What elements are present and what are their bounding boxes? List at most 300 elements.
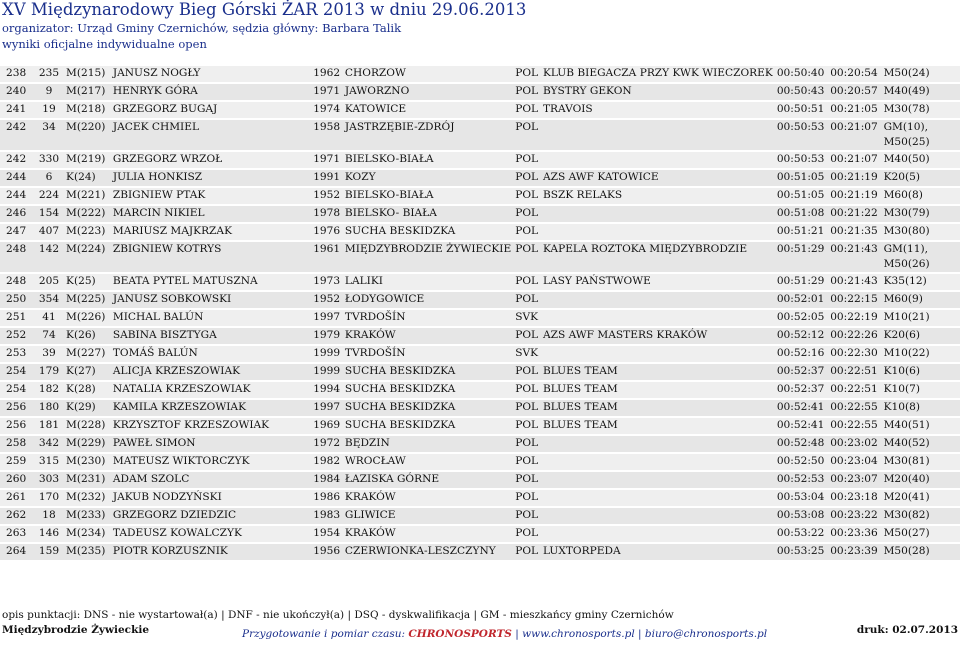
city-cell: ŁODYGOWICE (343, 292, 513, 308)
bib-cell: 159 (34, 544, 64, 560)
age-class-label: K10(6) (883, 365, 920, 377)
runner-name-cell: MICHAL BALÚN (111, 310, 311, 326)
finish-time-cell: 00:53:04 (775, 490, 828, 506)
age-class-label: M10(22) (883, 347, 930, 359)
bib-cell: 39 (34, 346, 64, 362)
birth-year-cell: 1973 (311, 274, 343, 290)
city-cell: MIĘDZYBRODZIE ŻYWIECKIE (343, 242, 513, 272)
finish-time-cell: 00:50:51 (775, 102, 828, 118)
age-class-label: K35(12) (883, 275, 927, 287)
place-cell: 242 (0, 152, 34, 168)
club-cell (541, 310, 775, 326)
birth-year-cell: 1962 (311, 66, 343, 82)
time-gap-cell: 00:23:18 (828, 490, 881, 506)
club-cell (541, 292, 775, 308)
nationality-cell: POL (513, 364, 541, 380)
nationality-cell: POL (513, 242, 541, 272)
category-rank-cell: K(24) (64, 170, 111, 186)
time-gap-cell: 00:22:51 (828, 382, 881, 398)
club-cell (541, 508, 775, 524)
finish-time-cell: 00:53:22 (775, 526, 828, 542)
city-cell: KRAKÓW (343, 526, 513, 542)
table-row (0, 346, 960, 362)
birth-year-cell: 1961 (311, 242, 343, 272)
city-cell: KRAKÓW (343, 490, 513, 506)
bib-cell: 342 (34, 436, 64, 452)
results-subtitle: wyniki oficjalne indywidualne open (2, 37, 207, 51)
birth-year-cell: 1958 (311, 120, 343, 150)
birth-year-cell: 1952 (311, 188, 343, 204)
time-gap-cell: 00:21:22 (828, 206, 881, 222)
category-rank-cell: K(25) (64, 274, 111, 290)
time-gap-cell: 00:21:05 (828, 102, 881, 118)
nationality-cell: POL (513, 400, 541, 416)
place-cell: 250 (0, 292, 34, 308)
nationality-cell: SVK (513, 346, 541, 362)
runner-name-cell: JANUSZ SOBKOWSKI (111, 292, 311, 308)
finish-time-cell: 00:52:41 (775, 418, 828, 434)
nationality-cell: POL (513, 188, 541, 204)
birth-year-cell: 1978 (311, 206, 343, 222)
age-class-cell (882, 310, 960, 326)
category-rank-cell: M(230) (64, 454, 111, 470)
nationality-cell: POL (513, 382, 541, 398)
category-rank-cell: K(27) (64, 364, 111, 380)
finish-time-cell: 00:50:53 (775, 152, 828, 168)
birth-year-cell: 1979 (311, 328, 343, 344)
city-cell: CZERWIONKA-LESZCZYNY (343, 544, 513, 560)
runner-name-cell: JANUSZ NOGŁY (111, 66, 311, 82)
bib-cell: 181 (34, 418, 64, 434)
age-class-label: M50(25) (883, 136, 930, 148)
nationality-cell: POL (513, 152, 541, 168)
nationality-cell: POL (513, 436, 541, 452)
age-class-cell (882, 188, 960, 204)
nationality-cell: POL (513, 418, 541, 434)
finish-time-cell: 00:52:53 (775, 472, 828, 488)
category-rank-cell: M(220) (64, 120, 111, 150)
birth-year-cell: 1952 (311, 292, 343, 308)
timing-brand: CHRONOSPORTS (408, 628, 512, 640)
runner-name-cell: GRZEGORZ WRZOŁ (111, 152, 311, 168)
category-rank-cell: M(222) (64, 206, 111, 222)
bib-cell: 179 (34, 364, 64, 380)
birth-year-cell: 1991 (311, 170, 343, 186)
age-class-cell (882, 274, 960, 290)
place-cell: 240 (0, 84, 34, 100)
age-class-label: M20(41) (883, 491, 930, 503)
club-cell (541, 490, 775, 506)
time-gap-cell: 00:23:39 (828, 544, 881, 560)
time-gap-cell: 00:21:19 (828, 170, 881, 186)
age-class-label: M50(28) (883, 545, 930, 557)
print-date: druk: 02.07.2013 (856, 624, 958, 636)
age-class-label: K20(5) (883, 171, 920, 183)
birth-year-cell: 1956 (311, 544, 343, 560)
city-cell: TVRDOŠÍN (343, 346, 513, 362)
place-cell: 241 (0, 102, 34, 118)
timing-contact: | www.chronosports.pl | biuro@chronosports.pl (511, 628, 768, 640)
club-cell: BYSTRY GEKON (541, 84, 775, 100)
bib-cell: 315 (34, 454, 64, 470)
club-cell: AZS AWF KATOWICE (541, 170, 775, 186)
place-cell: 242 (0, 120, 34, 150)
city-cell: BIELSKO- BIAŁA (343, 206, 513, 222)
club-cell: BLUES TEAM (541, 400, 775, 416)
category-rank-cell: K(28) (64, 382, 111, 398)
club-cell: LUXTORPEDA (541, 544, 775, 560)
bib-cell: 19 (34, 102, 64, 118)
club-cell: BLUES TEAM (541, 364, 775, 380)
table-row (0, 526, 960, 542)
age-class-label: M40(52) (883, 437, 930, 449)
place-cell: 254 (0, 382, 34, 398)
runner-name-cell: KRZYSZTOF KRZESZOWIAK (111, 418, 311, 434)
city-cell: TVRDOŠÍN (343, 310, 513, 326)
finish-time-cell: 00:52:01 (775, 292, 828, 308)
category-rank-cell: M(217) (64, 84, 111, 100)
age-class-cell (882, 526, 960, 542)
organizer-line: organizator: Urząd Gminy Czernichów, sędzia główny: Barbara Talik (2, 21, 402, 35)
age-class-cell (882, 346, 960, 362)
age-class-cell (882, 418, 960, 434)
time-gap-cell: 00:20:54 (828, 66, 881, 82)
bib-cell: 18 (34, 508, 64, 524)
age-class-label: M30(78) (883, 103, 930, 115)
club-cell (541, 436, 775, 452)
age-class-cell (882, 400, 960, 416)
time-gap-cell: 00:22:19 (828, 310, 881, 326)
club-cell: LASY PAŃSTWOWE (541, 274, 775, 290)
category-rank-cell: M(219) (64, 152, 111, 168)
category-rank-cell: M(223) (64, 224, 111, 240)
birth-year-cell: 1976 (311, 224, 343, 240)
nationality-cell: POL (513, 206, 541, 222)
city-cell: LALIKI (343, 274, 513, 290)
time-gap-cell: 00:22:26 (828, 328, 881, 344)
club-cell: BLUES TEAM (541, 418, 775, 434)
age-class-label: M50(27) (883, 527, 930, 539)
nationality-cell: POL (513, 292, 541, 308)
category-rank-cell: M(228) (64, 418, 111, 434)
place-cell: 246 (0, 206, 34, 222)
runner-name-cell: ALICJA KRZESZOWIAK (111, 364, 311, 380)
finish-time-cell: 00:52:16 (775, 346, 828, 362)
bib-cell: 9 (34, 84, 64, 100)
runner-name-cell: PIOTR KORZUSZNIK (111, 544, 311, 560)
table-row (0, 490, 960, 506)
nationality-cell: POL (513, 472, 541, 488)
place-cell: 264 (0, 544, 34, 560)
finish-time-cell: 00:52:12 (775, 328, 828, 344)
nationality-cell: POL (513, 454, 541, 470)
club-cell (541, 526, 775, 542)
finish-time-cell: 00:50:53 (775, 120, 828, 150)
city-cell: BĘDZIN (343, 436, 513, 452)
age-class-label: M60(8) (883, 189, 923, 201)
event-title: XV Międzynarodowy Bieg Górski ŻAR 2013 w dniu 29.06.2013 (2, 0, 527, 19)
club-cell: BLUES TEAM (541, 382, 775, 398)
category-rank-cell: M(229) (64, 436, 111, 452)
runner-name-cell: ZBIGNIEW KOTRYS (111, 242, 311, 272)
table-row (0, 454, 960, 470)
age-class-label: M30(79) (883, 207, 930, 219)
runner-name-cell: GRZEGORZ BUGAJ (111, 102, 311, 118)
place-cell: 248 (0, 242, 34, 272)
age-class-label: M10(21) (883, 311, 930, 323)
age-class-label: K20(6) (883, 329, 920, 341)
city-cell: BIELSKO-BIAŁA (343, 188, 513, 204)
city-cell: CHORZOW (343, 66, 513, 82)
bib-cell: 6 (34, 170, 64, 186)
runner-name-cell: JULIA HONKISZ (111, 170, 311, 186)
nationality-cell: SVK (513, 310, 541, 326)
category-rank-cell: K(26) (64, 328, 111, 344)
place-cell: 253 (0, 346, 34, 362)
table-row (0, 382, 960, 398)
time-gap-cell: 00:23:22 (828, 508, 881, 524)
age-class-cell (882, 472, 960, 488)
city-cell: SUCHA BESKIDZKA (343, 418, 513, 434)
runner-name-cell: JAKUB NODZYŃSKI (111, 490, 311, 506)
age-class-label: M20(40) (883, 473, 930, 485)
category-rank-cell: M(227) (64, 346, 111, 362)
bib-cell: 235 (34, 66, 64, 82)
birth-year-cell: 1986 (311, 490, 343, 506)
age-class-label: GM(10), (883, 121, 928, 133)
runner-name-cell: SABINA BISZTYGA (111, 328, 311, 344)
place-cell: 259 (0, 454, 34, 470)
age-class-label: M40(51) (883, 419, 930, 431)
time-gap-cell: 00:22:55 (828, 418, 881, 434)
time-gap-cell: 00:23:36 (828, 526, 881, 542)
table-row (0, 292, 960, 308)
bib-cell: 170 (34, 490, 64, 506)
age-class-cell (882, 120, 960, 150)
finish-time-cell: 00:50:40 (775, 66, 828, 82)
finish-time-cell: 00:53:08 (775, 508, 828, 524)
time-gap-cell: 00:21:19 (828, 188, 881, 204)
club-cell: KAPELA ROZTOKA MIĘDZYBRODZIE (541, 242, 775, 272)
age-class-cell (882, 454, 960, 470)
city-cell: JASTRZĘBIE-ZDRÓJ (343, 120, 513, 150)
age-class-label: M40(50) (883, 153, 930, 165)
nationality-cell: POL (513, 526, 541, 542)
city-cell: ŁAZISKA GÓRNE (343, 472, 513, 488)
table-row (0, 328, 960, 344)
place-cell: 263 (0, 526, 34, 542)
age-class-cell (882, 490, 960, 506)
bib-cell: 180 (34, 400, 64, 416)
club-cell: BSZK RELAKS (541, 188, 775, 204)
table-row (0, 66, 960, 82)
runner-name-cell: ADAM SZOLC (111, 472, 311, 488)
age-class-cell (882, 508, 960, 524)
bib-cell: 224 (34, 188, 64, 204)
city-cell: GLIWICE (343, 508, 513, 524)
club-cell (541, 346, 775, 362)
table-row (0, 544, 960, 560)
age-class-cell (882, 102, 960, 118)
city-cell: BIELSKO-BIAŁA (343, 152, 513, 168)
place-cell: 254 (0, 364, 34, 380)
table-row (0, 84, 960, 100)
results-table (0, 64, 960, 562)
age-class-cell (882, 242, 960, 272)
finish-time-cell: 00:51:05 (775, 170, 828, 186)
age-class-label: M30(82) (883, 509, 930, 521)
age-class-cell (882, 364, 960, 380)
bib-cell: 205 (34, 274, 64, 290)
place-cell: 258 (0, 436, 34, 452)
category-rank-cell: M(225) (64, 292, 111, 308)
club-cell (541, 206, 775, 222)
table-row (0, 188, 960, 204)
time-gap-cell: 00:23:02 (828, 436, 881, 452)
finish-time-cell: 00:53:25 (775, 544, 828, 560)
city-cell: SUCHA BESKIDZKA (343, 382, 513, 398)
birth-year-cell: 1999 (311, 346, 343, 362)
finish-time-cell: 00:50:43 (775, 84, 828, 100)
table-row (0, 418, 960, 434)
table-row (0, 400, 960, 416)
event-location: Międzybrodzie Żywieckie (2, 624, 150, 636)
table-row (0, 170, 960, 186)
time-gap-cell: 00:22:30 (828, 346, 881, 362)
birth-year-cell: 1983 (311, 508, 343, 524)
nationality-cell: POL (513, 102, 541, 118)
nationality-cell: POL (513, 274, 541, 290)
place-cell: 261 (0, 490, 34, 506)
bib-cell: 330 (34, 152, 64, 168)
table-row (0, 152, 960, 168)
runner-name-cell: HENRYK GÓRA (111, 84, 311, 100)
category-rank-cell: M(215) (64, 66, 111, 82)
birth-year-cell: 1994 (311, 382, 343, 398)
runner-name-cell: PAWEŁ SIMON (111, 436, 311, 452)
finish-time-cell: 00:51:05 (775, 188, 828, 204)
birth-year-cell: 1971 (311, 84, 343, 100)
time-gap-cell: 00:20:57 (828, 84, 881, 100)
category-rank-cell: M(231) (64, 472, 111, 488)
category-rank-cell: M(226) (64, 310, 111, 326)
bib-cell: 154 (34, 206, 64, 222)
club-cell: TRAVOIS (541, 102, 775, 118)
bib-cell: 74 (34, 328, 64, 344)
nationality-cell: POL (513, 66, 541, 82)
category-rank-cell: K(29) (64, 400, 111, 416)
time-gap-cell: 00:22:51 (828, 364, 881, 380)
age-class-label: M50(26) (883, 258, 930, 270)
runner-name-cell: JACEK CHMIEL (111, 120, 311, 150)
time-gap-cell: 00:21:43 (828, 242, 881, 272)
runner-name-cell: MARCIN NIKIEL (111, 206, 311, 222)
place-cell: 251 (0, 310, 34, 326)
age-class-cell (882, 224, 960, 240)
category-rank-cell: M(218) (64, 102, 111, 118)
club-cell (541, 472, 775, 488)
table-row (0, 242, 960, 272)
table-row (0, 102, 960, 118)
nationality-cell: POL (513, 120, 541, 150)
place-cell: 248 (0, 274, 34, 290)
category-rank-cell: M(221) (64, 188, 111, 204)
category-rank-cell: M(232) (64, 490, 111, 506)
nationality-cell: POL (513, 170, 541, 186)
runner-name-cell: ZBIGNIEW PTAK (111, 188, 311, 204)
age-class-label: M50(24) (883, 67, 930, 79)
age-class-cell (882, 382, 960, 398)
scoring-legend: opis punktacji: DNS - nie wystartował(a) | DNF - nie ukończył(a) | DSQ - dyskwalifikacja | GM - mieszkańcy gminy Czernichów (2, 609, 674, 621)
age-class-label: K10(7) (883, 383, 920, 395)
table-row (0, 310, 960, 326)
bib-cell: 142 (34, 242, 64, 272)
nationality-cell: POL (513, 544, 541, 560)
club-cell (541, 454, 775, 470)
category-rank-cell: M(234) (64, 526, 111, 542)
finish-time-cell: 00:52:37 (775, 382, 828, 398)
city-cell: SUCHA BESKIDZKA (343, 364, 513, 380)
birth-year-cell: 1997 (311, 310, 343, 326)
bib-cell: 354 (34, 292, 64, 308)
city-cell: KATOWICE (343, 102, 513, 118)
club-cell (541, 152, 775, 168)
bib-cell: 407 (34, 224, 64, 240)
birth-year-cell: 1972 (311, 436, 343, 452)
nationality-cell: POL (513, 224, 541, 240)
club-cell: KLUB BIEGACZA PRZY KWK WIECZOREK (541, 66, 775, 82)
time-gap-cell: 00:21:35 (828, 224, 881, 240)
table-row (0, 120, 960, 150)
time-gap-cell: 00:21:07 (828, 152, 881, 168)
nationality-cell: POL (513, 508, 541, 524)
bib-cell: 146 (34, 526, 64, 542)
age-class-label: GM(11), (883, 243, 928, 255)
city-cell: KOZY (343, 170, 513, 186)
time-gap-cell: 00:23:04 (828, 454, 881, 470)
runner-name-cell: BEATA PYTEL MATUSZNA (111, 274, 311, 290)
place-cell: 260 (0, 472, 34, 488)
city-cell: KRAKÓW (343, 328, 513, 344)
time-gap-cell: 00:21:07 (828, 120, 881, 150)
age-class-cell (882, 292, 960, 308)
runner-name-cell: GRZEGORZ DZIEDZIC (111, 508, 311, 524)
category-rank-cell: M(233) (64, 508, 111, 524)
runner-name-cell: KAMILA KRZESZOWIAK (111, 400, 311, 416)
place-cell: 256 (0, 400, 34, 416)
table-row (0, 206, 960, 222)
city-cell: SUCHA BESKIDZKA (343, 400, 513, 416)
place-cell: 244 (0, 188, 34, 204)
finish-time-cell: 00:51:29 (775, 274, 828, 290)
table-row (0, 508, 960, 524)
nationality-cell: POL (513, 328, 541, 344)
time-gap-cell: 00:22:15 (828, 292, 881, 308)
age-class-cell (882, 544, 960, 560)
birth-year-cell: 1982 (311, 454, 343, 470)
club-cell: AZS AWF MASTERS KRAKÓW (541, 328, 775, 344)
age-class-cell (882, 170, 960, 186)
bib-cell: 182 (34, 382, 64, 398)
finish-time-cell: 00:52:37 (775, 364, 828, 380)
birth-year-cell: 1971 (311, 152, 343, 168)
bib-cell: 41 (34, 310, 64, 326)
age-class-cell (882, 206, 960, 222)
time-gap-cell: 00:21:43 (828, 274, 881, 290)
age-class-label: M40(49) (883, 85, 930, 97)
age-class-label: K10(8) (883, 401, 920, 413)
finish-time-cell: 00:52:50 (775, 454, 828, 470)
